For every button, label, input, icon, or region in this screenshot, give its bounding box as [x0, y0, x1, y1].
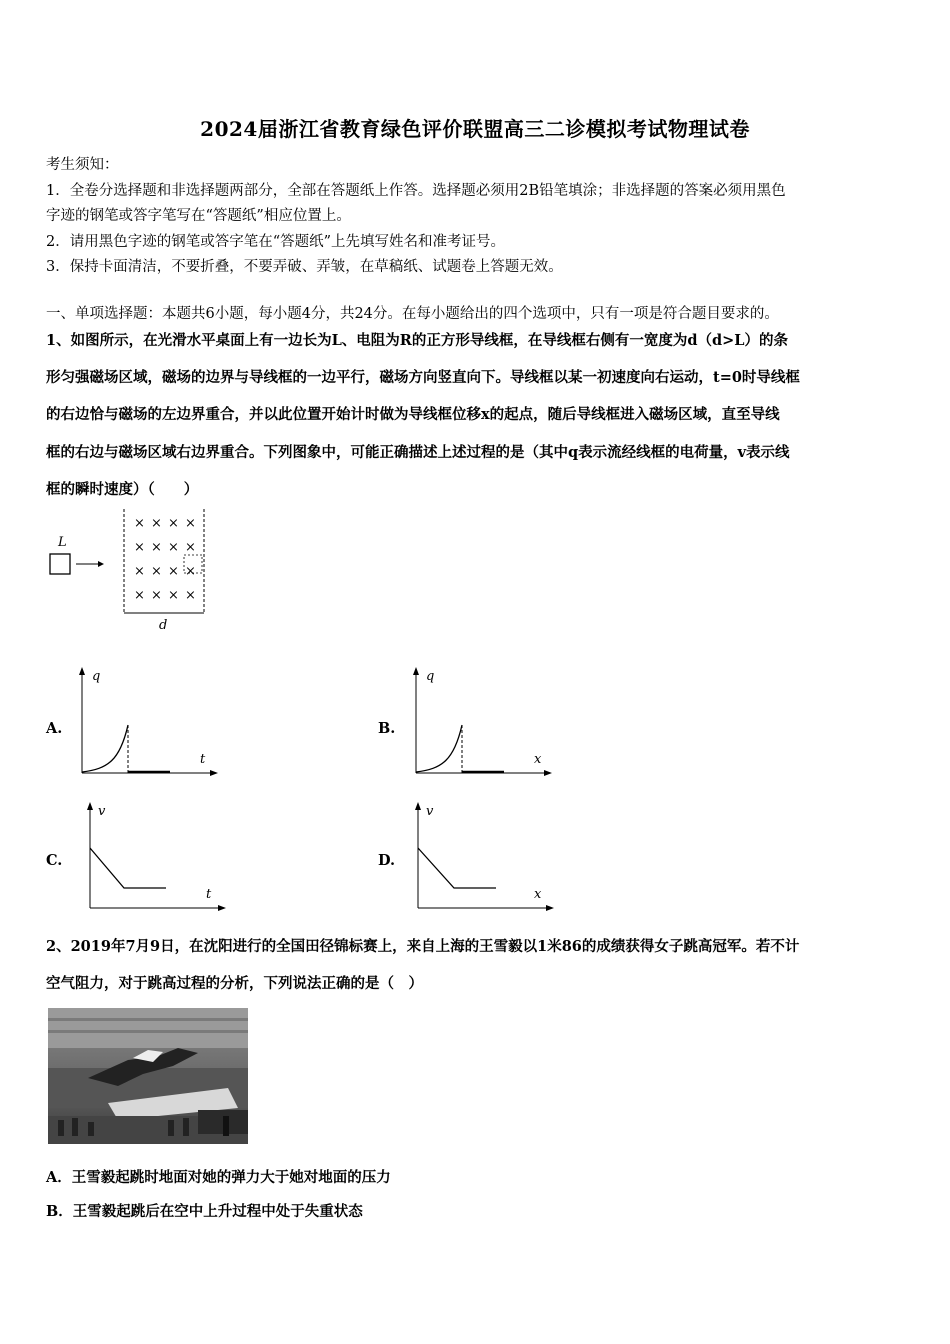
option-b-label: B.: [378, 720, 396, 737]
svg-text:×: ×: [134, 516, 145, 531]
q2-option-b: B．王雪毅起跳后在空中上升过程中处于失重状态: [46, 1203, 363, 1220]
field-crosses: [134, 516, 196, 603]
svg-text:×: ×: [168, 564, 179, 579]
q2-option-a: A．王雪毅起跳时地面对她的弹力大于她对地面的压力: [46, 1169, 391, 1186]
label-d: d: [159, 618, 168, 633]
svg-text:t: t: [200, 752, 206, 767]
svg-text:x: x: [534, 752, 542, 767]
notice-line-1b: 字迹的钢笔或答字笔写在“答题纸”相应位置上。: [46, 208, 351, 224]
page-title: 2024届浙江省教育绿色评价联盟高三二诊模拟考试物理试卷: [200, 117, 750, 141]
svg-text:×: ×: [185, 540, 196, 555]
svg-text:q: q: [92, 669, 101, 684]
option-d-graph: [406, 800, 556, 915]
velocity-arrow-head: [98, 561, 104, 567]
svg-text:v: v: [98, 804, 106, 819]
q1-field-figure: [40, 505, 230, 635]
svg-text:×: ×: [185, 516, 196, 531]
q1-line-5: 框的瞬时速度）（ ）: [46, 481, 199, 498]
option-a-graph: [70, 665, 220, 780]
high-jump-photo: [48, 1008, 248, 1144]
svg-text:×: ×: [168, 588, 179, 603]
option-c-graph: [78, 800, 228, 915]
q1-line-4: 框的右边与磁场区域右边界重合。下列图象中，可能正确描述上述过程的是（其中q表示流经线框的电荷量，v表示线: [46, 444, 790, 461]
option-c-label: C.: [46, 852, 63, 869]
svg-text:q: q: [426, 669, 435, 684]
svg-text:×: ×: [151, 516, 162, 531]
svg-text:×: ×: [151, 564, 162, 579]
q1-line-2: 形匀强磁场区域，磁场的边界与导线框的一边平行，磁场方向竖直向下。导线框以某一初速度向右运动，t=0时导线框: [46, 369, 800, 386]
q2-line-2: 空气阻力，对于跳高过程的分析，下列说法正确的是（ ）: [46, 975, 423, 992]
svg-text:t: t: [206, 887, 212, 902]
svg-text:×: ×: [168, 516, 179, 531]
notice-line-2: 2．请用黑色字迹的钢笔或答字笔在“答题纸”上先填写姓名和准考证号。: [46, 234, 506, 250]
q1-line-1: 1、如图所示，在光滑水平桌面上有一边长为L、电阻为R的正方形导线框，在导线框右侧有一宽度为d（d>L）的条: [46, 332, 788, 349]
svg-text:×: ×: [151, 540, 162, 555]
wire-frame: [50, 554, 70, 574]
notice-line-1a: 1．全卷分选择题和非选择题两部分，全部在答题纸上作答。选择题必须用2B铅笔填涂；非选择题的答案必须用黑色: [46, 183, 786, 199]
svg-text:×: ×: [134, 540, 145, 555]
svg-text:×: ×: [134, 564, 145, 579]
option-a-label: A.: [46, 720, 63, 737]
svg-text:×: ×: [134, 588, 145, 603]
svg-text:×: ×: [168, 540, 179, 555]
notice-heading: 考生须知：: [46, 157, 119, 173]
section-heading: 一、单项选择题：本题共6小题，每小题4分，共24分。在每小题给出的四个选项中，只有一项是符合题目要求的。: [46, 306, 779, 322]
label-L: L: [58, 535, 67, 550]
svg-text:×: ×: [185, 588, 196, 603]
svg-text:x: x: [534, 887, 542, 902]
svg-text:×: ×: [185, 564, 196, 579]
q2-line-1: 2、2019年7月9日，在沈阳进行的全国田径锦标赛上，来自上海的王雪毅以1米86的成绩获得女子跳高冠军。若不计: [46, 938, 800, 955]
q1-line-3: 的右边恰与磁场的左边界重合，并以此位置开始计时做为导线框位移x的起点，随后导线框进入磁场区域，直至导线: [46, 406, 780, 423]
svg-text:×: ×: [151, 588, 162, 603]
notice-line-3: 3．保持卡面清洁，不要折叠，不要弄破、弄皱，在草稿纸、试题卷上答题无效。: [46, 259, 563, 275]
option-b-graph: [404, 665, 554, 780]
option-d-label: D.: [378, 852, 396, 869]
svg-text:v: v: [426, 804, 434, 819]
